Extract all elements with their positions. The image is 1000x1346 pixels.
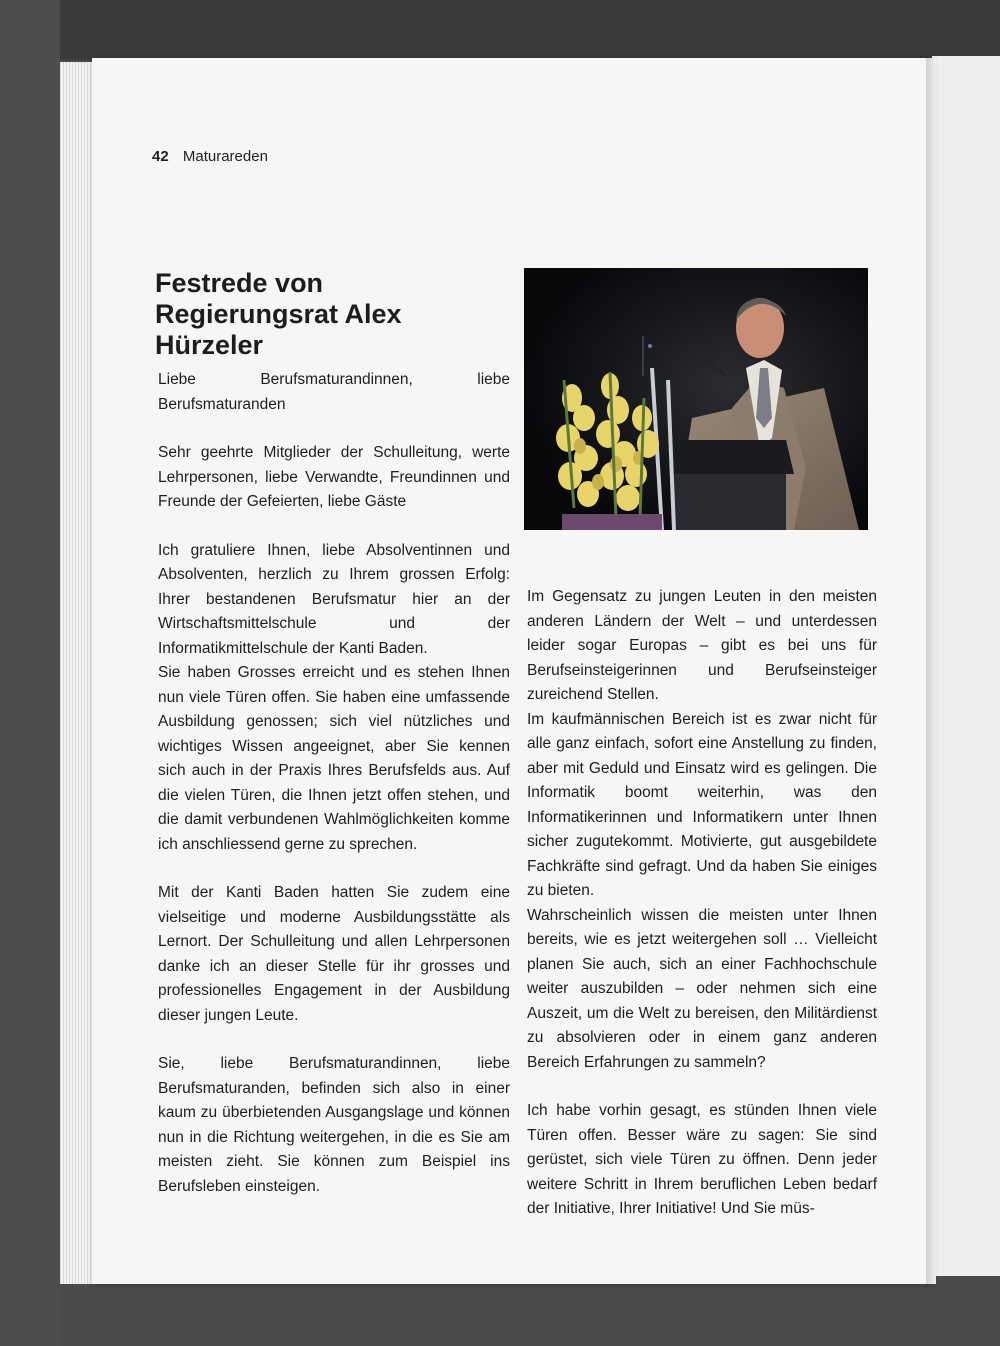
book-gutter — [926, 58, 936, 1284]
section-name: Maturareden — [182, 148, 268, 165]
facing-page-edge — [932, 56, 1000, 1276]
article-title — [155, 268, 515, 361]
title-line-2: Regierungsrat Alex Hürzeler — [155, 299, 402, 360]
speaker-photo — [524, 268, 868, 530]
paragraph-kanti-baden: Mit der Kanti Baden hatten Sie zudem eine vielseitige und moderne Ausbildungsstätte als Lernort. Der Schulleitung und allen Lehrpersonen danke ich an dieser Stelle für ihr grosses und professionelles Engagement in der Ausbildung dieser jungen Leute. — [158, 884, 510, 1024]
left-text-column — [158, 368, 510, 1199]
paragraph-job-market: Im Gegensatz zu jungen Leuten in den meisten anderen Ländern der Welt – und unterdessen leider sogar Europas – gibt es bei uns für Berufseinsteigerinnen und Berufseinsteiger zureichend Stellen. — [527, 588, 877, 703]
speaker-at-podium-illustration — [524, 268, 868, 530]
salutation-guests: Sehr geehrte Mitglieder der Schulleitung, werte Lehrpersonen, liebe Verwandte, Freundinnen und Freunde der Gefeierten, liebe Gäste — [158, 444, 510, 510]
paragraph-commercial-it: Im kaufmännischen Bereich ist es zwar nicht für alle ganz einfach, sofort eine Anstellung zu finden, aber mit Geduld und Einsatz wird es gelingen. Die Informatik boomt weiterhin, was den Informatikerinnen und Informatikern unter Ihnen sicher zugutekommt. Motivierte, gut ausgebildete Fachkräfte sind gefragt. Und da haben Sie einiges zu bieten. — [527, 710, 877, 899]
scan-background-top — [0, 0, 1000, 60]
page-number: 42 — [152, 148, 169, 165]
salutation-graduates: Liebe Berufsmaturandinnen, liebe Berufsmaturanden — [158, 371, 510, 413]
paragraph-open-doors: Sie haben Grosses erreicht und es stehen Ihnen nun viele Türen offen. Sie haben eine umfassende Ausbildung genossen; sich viel nützliches und wichtiges Wissen angeeignet, aber Sie kennen sich auch in der Praxis Ihres Berufsfelds aus. Auf die vielen Türen, die Ihnen jetzt offen stehen, und die damit verbundenen Wahlmöglichkeiten komme ich anschliessend gerne zu sprechen. — [158, 664, 510, 853]
scan-background-left — [0, 0, 60, 1346]
paragraph-initiative: Ich habe vorhin gesagt, es stünden Ihnen viele Türen offen. Besser wäre zu sagen: Sie sind gerüstet, sich viele Türen zu öffnen. Denn jeder weitere Schritt in Ihrem beruflichen Leben bedarf der Initiative, Ihrer Initiative! Und Sie müs- — [527, 1102, 877, 1217]
title-line-1: Festrede von — [155, 268, 324, 298]
paragraph-next-steps: Wahrscheinlich wissen die meisten unter Ihnen bereits, wie es jetzt weitergehen soll … Vielleicht planen Sie auch, sich an einer Fachhochschule weiter auszubilden – oder nehmen sich eine Auszeit, um die Welt zu bereisen, den Militärdienst zu absolvieren oder in einem ganz anderen Bereich Erfahrungen zu sammeln? — [527, 906, 877, 1071]
paragraph-congratulations: Ich gratuliere Ihnen, liebe Absolventinnen und Absolventen, herzlich zu Ihrem grossen Erfolg: Ihrer bestandenen Berufsmatur hier an der Wirtschaftsmittelschule und der Informatikmittelschule der Kanti Baden. — [158, 541, 510, 657]
running-head — [152, 148, 268, 165]
right-text-column — [527, 585, 877, 1222]
paragraph-starting-position: Sie, liebe Berufsmaturandinnen, liebe Berufsmaturanden, befinden sich also in einer kaum zu überbietenden Ausgangslage und können nun in die Richtung weitergehen, in die es Sie am meisten zieht. Sie können zum Beispiel ins Berufsleben einsteigen. — [158, 1055, 510, 1195]
